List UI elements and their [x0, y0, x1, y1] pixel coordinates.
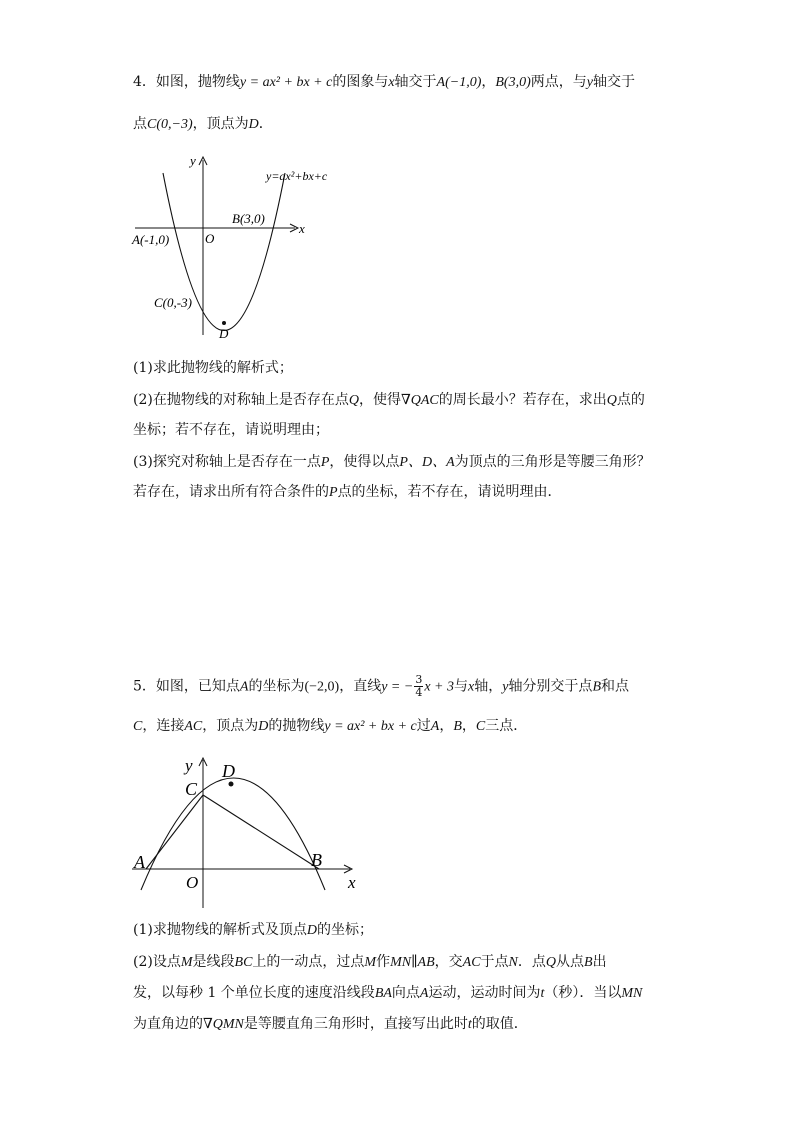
q4-figure: [130, 150, 360, 345]
q4-label-a: A(-1,0): [132, 232, 170, 247]
q5-label-y: y: [185, 756, 193, 775]
q5-segment-bc: [203, 795, 319, 869]
q5-figure: [128, 752, 368, 912]
q5-label-b: B: [311, 850, 322, 870]
q4-part2-line1: (2)在抛物线的对称轴上是否存在点Q，使得∇QAC的周长最小？若存在，求出Q点的: [133, 392, 645, 408]
q4-label-y: y: [190, 153, 196, 168]
q4-label-o: O: [205, 231, 215, 246]
q4-label-c: C(0,-3): [154, 295, 192, 310]
q4-part3-line1: (3)探究对称轴上是否存在一点P，使得以点P、D、A为顶点的三角形是等腰三角形？: [133, 454, 651, 470]
q4-stem-line1: 4．如图，抛物线y = ax² + bx + c的图象与x轴交于A(−1,0)，B(3,0)两点，与y轴交于: [133, 74, 635, 90]
q5-label-o: O: [186, 873, 199, 892]
q5-label-d: D: [222, 761, 235, 781]
q4-label-x: x: [299, 221, 305, 236]
q4-part3-line2: 若存在，请求出所有符合条件的P点的坐标，若不存在，请说明理由．: [133, 484, 562, 500]
q5-segment-ac: [146, 795, 203, 869]
q4-label-b: B(3,0): [232, 211, 265, 226]
q4-label-d: D: [219, 326, 229, 341]
q5-part2-line1: (2)设点M是线段BC上的一动点，过点M作MN∥AB，交AC于点N．点Q从点B出: [133, 954, 607, 970]
q5-part1: (1)求抛物线的解析式及顶点D的坐标；: [133, 922, 373, 938]
q5-stem-line1: 5．如图，已知点A的坐标为(−2,0)，直线y = − $\frac{3}{4}$ x + 3与x轴，y轴分别交于点B和点: [133, 673, 629, 699]
q4-label-curve: y=ax²+bx+c: [266, 169, 328, 183]
q5-fraction: $\frac{3}{4}$: [415, 673, 423, 699]
q5-label-a: A: [134, 852, 145, 872]
q5-part2-line3: 为直角边的∇QMN是等腰直角三角形时，直接写出此时t的取值．: [133, 1016, 528, 1032]
q5-part2-line2: 发，以每秒 1 个单位长度的速度沿线段BA向点A运动，运动时间为t（秒）．当以MN: [133, 985, 643, 1001]
q5-label-c: C: [185, 779, 198, 799]
q4-part1: (1)求此抛物线的解析式；: [133, 360, 293, 376]
q4-part2-line2: 坐标；若不存在，请说明理由；: [133, 422, 329, 438]
q5-stem-line2: C，连接AC，顶点为D的抛物线y = ax² + bx + c过A，B，C三点．: [133, 718, 528, 734]
q5-label-x: x: [348, 873, 356, 892]
q4-vertex-dot: [222, 321, 226, 325]
q4-stem-line2: 点C(0,−3)，顶点为D．: [133, 116, 273, 132]
q5-parabola: [141, 778, 325, 890]
q5-vertex-dot: [229, 782, 234, 787]
